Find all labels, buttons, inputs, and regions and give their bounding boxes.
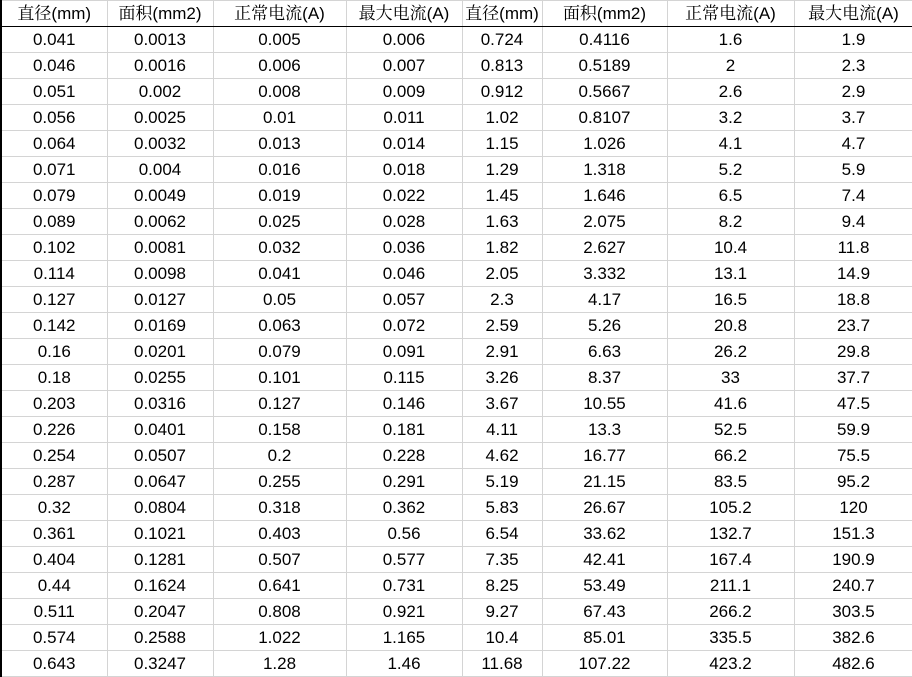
table-cell[interactable]: 0.011 [346,105,462,131]
column-header-2[interactable]: 正常电流(A) [213,1,346,27]
table-cell[interactable]: 0.009 [346,79,462,105]
table-cell[interactable]: 0.0098 [107,261,213,287]
table-cell[interactable]: 1.646 [542,183,667,209]
table-cell[interactable]: 1.63 [462,209,542,235]
table-cell[interactable]: 85.01 [542,625,667,651]
table-cell[interactable]: 107.22 [542,651,667,677]
table-cell[interactable]: 0.013 [213,131,346,157]
table-row [1,625,912,651]
table-cell[interactable]: 167.4 [667,547,794,573]
table-cell[interactable]: 0.101 [213,365,346,391]
table-cell[interactable]: 6.63 [542,339,667,365]
table-cell[interactable]: 0.018 [346,157,462,183]
table-cell[interactable]: 14.9 [794,261,912,287]
table-cell[interactable]: 0.5667 [542,79,667,105]
table-cell[interactable]: 0.361 [1,521,107,547]
table-cell[interactable]: 0.0507 [107,443,213,469]
table-cell[interactable]: 6.54 [462,521,542,547]
table-cell[interactable]: 0.158 [213,417,346,443]
table-cell[interactable]: 382.6 [794,625,912,651]
table-cell[interactable]: 5.83 [462,495,542,521]
table-row [1,235,912,261]
table-cell[interactable]: 211.1 [667,573,794,599]
table-cell[interactable]: 2.3 [794,53,912,79]
table-cell[interactable]: 75.5 [794,443,912,469]
table-cell[interactable]: 3.7 [794,105,912,131]
table-cell[interactable]: 0.002 [107,79,213,105]
table-cell[interactable]: 2 [667,53,794,79]
table-row [1,547,912,573]
table-cell[interactable]: 0.643 [1,651,107,677]
table-cell[interactable]: 0.0316 [107,391,213,417]
table-cell[interactable]: 1.02 [462,105,542,131]
table-cell[interactable]: 0.287 [1,469,107,495]
table-cell[interactable]: 0.912 [462,79,542,105]
table-cell[interactable]: 16.5 [667,287,794,313]
table-cell[interactable]: 1.28 [213,651,346,677]
table-row [1,573,912,599]
table-row [1,27,912,53]
table-cell[interactable]: 5.2 [667,157,794,183]
table-cell[interactable]: 0.808 [213,599,346,625]
table-cell[interactable]: 13.1 [667,261,794,287]
table-cell[interactable]: 10.55 [542,391,667,417]
table-cell[interactable]: 0.8107 [542,105,667,131]
table-cell[interactable]: 5.19 [462,469,542,495]
table-cell[interactable]: 3.2 [667,105,794,131]
table-cell[interactable]: 7.4 [794,183,912,209]
table-cell[interactable]: 1.6 [667,27,794,53]
table-row [1,79,912,105]
table-cell[interactable]: 105.2 [667,495,794,521]
table-cell[interactable]: 0.0025 [107,105,213,131]
table-cell[interactable]: 4.11 [462,417,542,443]
table-cell[interactable]: 423.2 [667,651,794,677]
table-row [1,391,912,417]
table-cell[interactable]: 0.724 [462,27,542,53]
table-cell[interactable]: 0.4116 [542,27,667,53]
table-cell[interactable]: 0.014 [346,131,462,157]
table-cell[interactable]: 20.8 [667,313,794,339]
table-cell[interactable]: 11.68 [462,651,542,677]
table-cell[interactable]: 0.404 [1,547,107,573]
table-cell[interactable]: 6.5 [667,183,794,209]
table-cell[interactable]: 2.59 [462,313,542,339]
table-cell[interactable]: 26.67 [542,495,667,521]
table-cell[interactable]: 0.127 [1,287,107,313]
table-cell[interactable]: 0.254 [1,443,107,469]
table-row [1,599,912,625]
table-row [1,651,912,677]
table-cell[interactable]: 4.62 [462,443,542,469]
table-cell[interactable]: 0.071 [1,157,107,183]
table-row [1,313,912,339]
table-cell[interactable]: 2.9 [794,79,912,105]
table-cell[interactable]: 0.577 [346,547,462,573]
table-cell[interactable]: 41.6 [667,391,794,417]
table-cell[interactable]: 2.91 [462,339,542,365]
table-cell[interactable]: 0.0013 [107,27,213,53]
table-cell[interactable]: 1.29 [462,157,542,183]
table-cell[interactable]: 2.3 [462,287,542,313]
table-cell[interactable]: 59.9 [794,417,912,443]
table-cell[interactable]: 3.332 [542,261,667,287]
table-cell[interactable]: 0.0062 [107,209,213,235]
table-cell[interactable]: 0.005 [213,27,346,53]
table-cell[interactable]: 0.226 [1,417,107,443]
table-cell[interactable]: 8.37 [542,365,667,391]
table-cell[interactable]: 4.7 [794,131,912,157]
column-header-3[interactable]: 最大电流(A) [346,1,462,27]
table-cell[interactable]: 0.142 [1,313,107,339]
table-cell[interactable]: 0.18 [1,365,107,391]
table-cell[interactable]: 0.028 [346,209,462,235]
table-cell[interactable]: 335.5 [667,625,794,651]
table-cell[interactable]: 0.0804 [107,495,213,521]
table-cell[interactable]: 0.0032 [107,131,213,157]
table-cell[interactable]: 33.62 [542,521,667,547]
table-cell[interactable]: 16.77 [542,443,667,469]
table-cell[interactable]: 26.2 [667,339,794,365]
table-cell[interactable]: 0.2588 [107,625,213,651]
table-cell[interactable]: 5.9 [794,157,912,183]
table-cell[interactable]: 0.041 [213,261,346,287]
table-cell[interactable]: 0.318 [213,495,346,521]
table-cell[interactable]: 0.511 [1,599,107,625]
table-row [1,157,912,183]
column-header-6[interactable]: 正常电流(A) [667,1,794,27]
table-row [1,287,912,313]
table-cell[interactable]: 0.1624 [107,573,213,599]
table-cell[interactable]: 10.4 [462,625,542,651]
table-cell[interactable]: 0.362 [346,495,462,521]
table-cell[interactable]: 0.114 [1,261,107,287]
table-cell[interactable]: 3.67 [462,391,542,417]
table-cell[interactable]: 23.7 [794,313,912,339]
table-cell[interactable]: 0.813 [462,53,542,79]
table-cell[interactable]: 0.051 [1,79,107,105]
table-cell[interactable]: 266.2 [667,599,794,625]
table-cell[interactable]: 1.022 [213,625,346,651]
table-cell[interactable]: 0.046 [1,53,107,79]
table-row [1,365,912,391]
table-cell[interactable]: 0.0049 [107,183,213,209]
table-cell[interactable]: 120 [794,495,912,521]
table-cell[interactable]: 0.32 [1,495,107,521]
table-cell[interactable]: 9.27 [462,599,542,625]
table-cell[interactable]: 0.079 [213,339,346,365]
table-cell[interactable]: 11.8 [794,235,912,261]
table-cell[interactable]: 0.56 [346,521,462,547]
table-row [1,521,912,547]
table-cell[interactable]: 8.25 [462,573,542,599]
column-header-0[interactable]: 直径(mm) [1,1,107,27]
table-cell[interactable]: 0.2047 [107,599,213,625]
table-cell[interactable]: 52.5 [667,417,794,443]
table-cell[interactable]: 0.006 [213,53,346,79]
table-cell[interactable]: 0.008 [213,79,346,105]
table-cell[interactable]: 0.05 [213,287,346,313]
table-row [1,183,912,209]
table-cell[interactable]: 66.2 [667,443,794,469]
table-cell[interactable]: 1.318 [542,157,667,183]
table-cell[interactable]: 0.0081 [107,235,213,261]
table-cell[interactable]: 0.0169 [107,313,213,339]
table-cell[interactable]: 0.0016 [107,53,213,79]
table-cell[interactable]: 0.228 [346,443,462,469]
table-cell[interactable]: 0.641 [213,573,346,599]
table-cell[interactable]: 0.079 [1,183,107,209]
table-cell[interactable]: 95.2 [794,469,912,495]
table-cell[interactable]: 1.165 [346,625,462,651]
table-cell[interactable]: 0.006 [346,27,462,53]
table-cell[interactable]: 0.032 [213,235,346,261]
table-cell[interactable]: 0.0647 [107,469,213,495]
column-header-4[interactable]: 直径(mm) [462,1,542,27]
table-row [1,495,912,521]
table-cell[interactable]: 0.16 [1,339,107,365]
table-cell[interactable]: 21.15 [542,469,667,495]
table-cell[interactable]: 132.7 [667,521,794,547]
table-cell[interactable]: 1.46 [346,651,462,677]
table-cell[interactable]: 10.4 [667,235,794,261]
table-cell[interactable]: 1.9 [794,27,912,53]
table-cell[interactable]: 0.046 [346,261,462,287]
table-cell[interactable]: 0.072 [346,313,462,339]
table-cell[interactable]: 0.036 [346,235,462,261]
table-cell[interactable]: 0.022 [346,183,462,209]
table-cell[interactable]: 0.01 [213,105,346,131]
table-cell[interactable]: 18.8 [794,287,912,313]
table-row [1,131,912,157]
table-cell[interactable]: 7.35 [462,547,542,573]
table-cell[interactable]: 0.507 [213,547,346,573]
table-cell[interactable]: 2.627 [542,235,667,261]
table-cell[interactable]: 0.0401 [107,417,213,443]
table-cell[interactable]: 0.063 [213,313,346,339]
table-cell[interactable]: 0.091 [346,339,462,365]
table-cell[interactable]: 83.5 [667,469,794,495]
table-cell[interactable]: 67.43 [542,599,667,625]
table-cell[interactable]: 1.45 [462,183,542,209]
table-row [1,261,912,287]
table-cell[interactable]: 0.146 [346,391,462,417]
table-cell[interactable]: 0.019 [213,183,346,209]
table-cell[interactable]: 0.004 [107,157,213,183]
table-cell[interactable]: 29.8 [794,339,912,365]
table-cell[interactable]: 0.203 [1,391,107,417]
table-cell[interactable]: 0.1281 [107,547,213,573]
table-cell[interactable]: 0.0127 [107,287,213,313]
table-cell[interactable]: 1.15 [462,131,542,157]
column-header-5[interactable]: 面积(mm2) [542,1,667,27]
table-cell[interactable]: 1.82 [462,235,542,261]
table-cell[interactable]: 0.2 [213,443,346,469]
table-cell[interactable]: 0.403 [213,521,346,547]
table-cell[interactable]: 4.17 [542,287,667,313]
table-cell[interactable]: 33 [667,365,794,391]
table-cell[interactable]: 0.731 [346,573,462,599]
table-cell[interactable]: 0.1021 [107,521,213,547]
table-row [1,469,912,495]
table-cell[interactable]: 4.1 [667,131,794,157]
table-cell[interactable]: 0.025 [213,209,346,235]
table-cell[interactable]: 0.921 [346,599,462,625]
table-cell[interactable]: 3.26 [462,365,542,391]
table-cell[interactable]: 8.2 [667,209,794,235]
table-cell[interactable]: 5.26 [542,313,667,339]
table-cell[interactable]: 0.102 [1,235,107,261]
table-row [1,443,912,469]
table-cell[interactable]: 0.016 [213,157,346,183]
table-cell[interactable]: 190.9 [794,547,912,573]
table-cell[interactable]: 1.026 [542,131,667,157]
table-row [1,53,912,79]
header-row [1,1,912,27]
table-cell[interactable]: 0.057 [346,287,462,313]
table-cell[interactable]: 240.7 [794,573,912,599]
table-cell[interactable]: 0.089 [1,209,107,235]
table-cell[interactable]: 0.574 [1,625,107,651]
table-cell[interactable]: 0.056 [1,105,107,131]
table-cell[interactable]: 53.49 [542,573,667,599]
table-cell[interactable]: 37.7 [794,365,912,391]
column-header-7[interactable]: 最大电流(A) [794,1,912,27]
table-cell[interactable]: 0.0201 [107,339,213,365]
table-cell[interactable]: 2.075 [542,209,667,235]
table-cell[interactable]: 0.064 [1,131,107,157]
table-cell[interactable]: 0.127 [213,391,346,417]
table-cell[interactable]: 0.5189 [542,53,667,79]
table-row [1,209,912,235]
table-cell[interactable]: 151.3 [794,521,912,547]
table-cell[interactable]: 303.5 [794,599,912,625]
column-header-1[interactable]: 面积(mm2) [107,1,213,27]
table-cell[interactable]: 0.041 [1,27,107,53]
table-cell[interactable]: 0.007 [346,53,462,79]
table-cell[interactable]: 47.5 [794,391,912,417]
table-cell[interactable]: 0.181 [346,417,462,443]
table-row [1,339,912,365]
table-cell[interactable]: 42.41 [542,547,667,573]
table-cell[interactable]: 2.05 [462,261,542,287]
table-cell[interactable]: 0.115 [346,365,462,391]
table-cell[interactable]: 9.4 [794,209,912,235]
table-cell[interactable]: 0.291 [346,469,462,495]
table-cell[interactable]: 0.255 [213,469,346,495]
table-cell[interactable]: 482.6 [794,651,912,677]
table-cell[interactable]: 0.0255 [107,365,213,391]
table-cell[interactable]: 13.3 [542,417,667,443]
table-row [1,105,912,131]
table-cell[interactable]: 2.6 [667,79,794,105]
table-row [1,417,912,443]
table-cell[interactable]: 0.3247 [107,651,213,677]
table-body [1,27,912,677]
table-cell[interactable]: 0.44 [1,573,107,599]
